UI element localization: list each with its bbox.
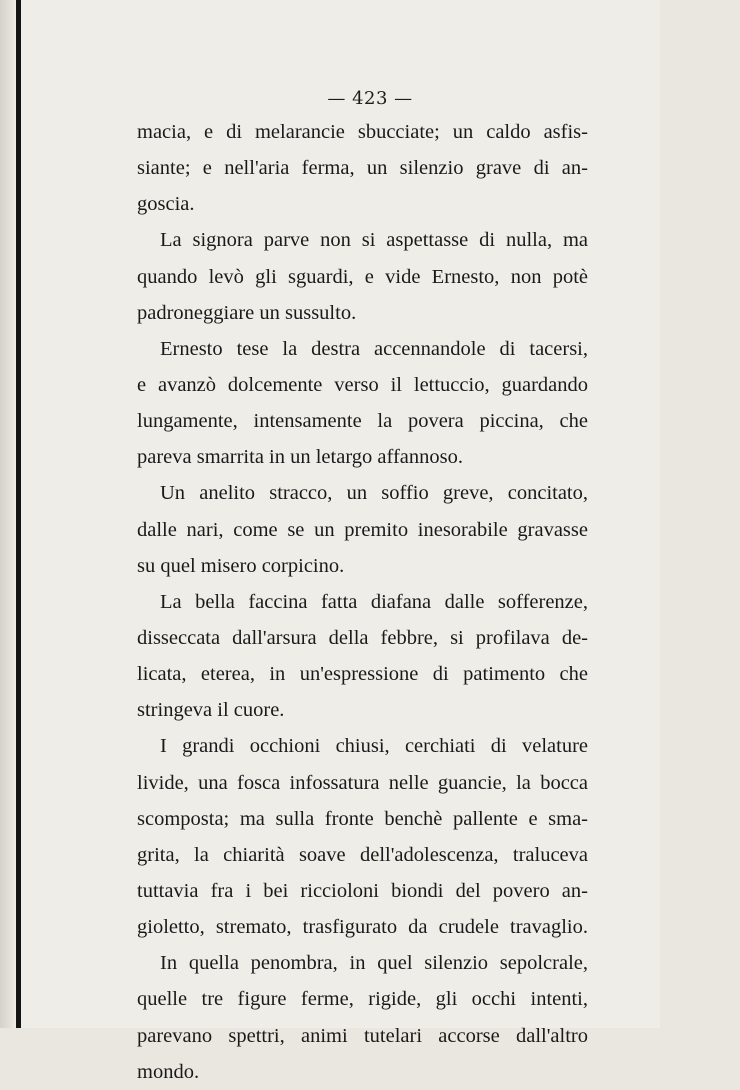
text-line: tuttavia fra i bei riccioloni biondi del povero an- (137, 879, 588, 902)
text-line: mondo. (137, 1060, 200, 1083)
text-line: siante; e nell'aria ferma, un silenzio grave di an- (137, 157, 588, 180)
text-line: su quel misero corpicino. (137, 554, 345, 577)
text-line: goscia. (137, 193, 195, 216)
text-line: La signora parve non si aspettasse di nulla, ma (160, 229, 588, 252)
text-line: quando levò gli sguardi, e vide Ernesto, non potè (137, 265, 588, 288)
page-number: — 423 — (327, 88, 413, 109)
text-line: licata, eterea, in un'espressione di patimento che (137, 663, 588, 686)
text-line: gioletto, stremato, trasfigurato da crudele travaglio. (137, 916, 588, 939)
text-line: dalle nari, come se un premito inesorabile gravasse (137, 518, 588, 541)
text-line: pareva smarrita in un letargo affannoso. (137, 446, 463, 469)
body-text (137, 114, 588, 1090)
text-line: grita, la chiarità soave dell'adolescenza, traluceva (137, 843, 588, 866)
text-line: parevano spettri, animi tutelari accorse dall'altro (137, 1024, 588, 1047)
text-line: disseccata dall'arsura della febbre, si profilava de- (137, 626, 588, 649)
text-line: livide, una fosca infossatura nelle guancie, la bocca (137, 771, 588, 794)
text-line: I grandi occhioni chiusi, cerchiati di velature (160, 735, 588, 758)
text-line: scomposta; ma sulla fronte benchè pallente e sma- (137, 807, 588, 830)
text-line: In quella penombra, in quel silenzio sepolcrale, (160, 952, 588, 975)
text-line: lungamente, intensamente la povera piccina, che (137, 410, 588, 433)
text-line: macia, e di melarancie sbucciate; un caldo asfis- (137, 121, 588, 143)
text-line: Ernesto tese la destra accennandole di tacersi, (160, 337, 588, 360)
spine-shadow (0, 0, 16, 1028)
text-line: Un anelito stracco, un soffio greve, concitato, (160, 482, 588, 505)
spine-edge (16, 0, 21, 1028)
text-line: La bella faccina fatta diafana dalle sofferenze, (160, 590, 588, 613)
text-line: padroneggiare un sussulto. (137, 301, 357, 324)
text-line: stringeva il cuore. (137, 699, 285, 722)
text-line: e avanzò dolcemente verso il lettuccio, guardando (137, 373, 588, 396)
text-line: quelle tre figure ferme, rigide, gli occhi intenti, (137, 988, 588, 1011)
